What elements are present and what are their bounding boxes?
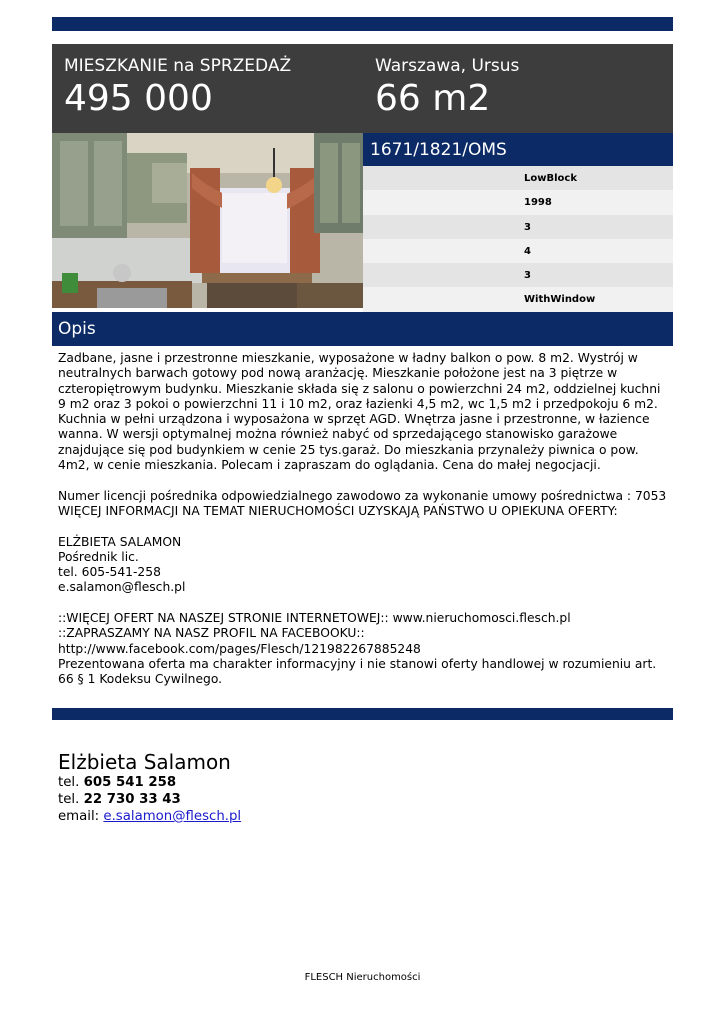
facebook-url: http://www.facebook.com/pages/Flesch/121982267885248 (58, 641, 421, 656)
description-title: Opis (58, 319, 96, 339)
param-row (363, 215, 673, 239)
price-block (64, 56, 291, 120)
disclaimer-line: Prezentowana oferta ma charakter informacyjny i nie stanowi oferty handlowej w rozumieniu art. (58, 656, 657, 671)
description-line: 9 m2 oraz 3 pokoi o powierzchni 11 i 10 m2, oraz łazienki 4,5 m2, wc 1,5 m2 i przedpokoju 6 m2. (58, 396, 658, 411)
more-info-line: WIĘCEJ INFORMACJI NA TEMAT NIERUCHOMOŚCI UZYSKAJĄ PAŃSTWO U OPIEKUNA OFERTY: (58, 503, 618, 518)
location-block (375, 56, 519, 120)
description-header (52, 312, 673, 346)
listing-header (52, 44, 673, 133)
description-line: czteropiętrowym budynku. Mieszkanie składa się z salonu o powierzchni 24 m2, oddzielnej kuchni (58, 381, 661, 396)
phone-number: 605 541 258 (83, 775, 177, 790)
description-line: neutralnych barwach gotowy pod nową aranżację. Mieszkanie położone jest na 3 piętrze w (58, 366, 618, 381)
license-line: Numer licencji pośrednika odpowiedzialnego zawodowo za wykonanie umowy pośrednictwa : 7053 (58, 488, 667, 503)
param-row (363, 190, 673, 214)
agent-phone-1 (58, 774, 241, 791)
agent-name-upper: ELŻBIETA SALAMON (58, 534, 182, 549)
kitchen-photo (52, 133, 363, 308)
listing-type: MIESZKANIE na SPRZEDAŻ (64, 56, 292, 76)
agent-contact (58, 750, 241, 825)
email-link[interactable]: e.salamon@flesch.pl (103, 809, 242, 824)
agent-phone-2 (58, 791, 241, 808)
param-value: 3 (524, 270, 531, 282)
description-body (58, 351, 668, 688)
location: Warszawa, Ursus (375, 56, 520, 76)
param-value: LowBlock (524, 173, 577, 184)
param-value: WithWindow (524, 294, 596, 306)
description-line: 4m2, w cenie mieszkania. Polecam i zapraszam do oglądania. Cena do małej negocjacji. (58, 458, 601, 473)
top-bar (52, 17, 673, 31)
tel-label: tel. (58, 775, 80, 790)
param-value: 4 (524, 245, 531, 257)
email-label: email: (58, 809, 100, 824)
agent-role: Pośrednik lic. (58, 549, 139, 564)
bottom-bar (52, 708, 673, 720)
param-value: 1998 (524, 197, 552, 209)
description-line: Zadbane, jasne i przestronne mieszkanie, wyposażone w ładny balkon o pow. 8 m2. Wystrój w (58, 351, 638, 365)
footer-brand: FLESCH Nieruchomości (304, 972, 421, 983)
param-row (363, 166, 673, 190)
website-line: ::WIĘCEJ OFERT NA NASZEJ STRONIE INTERNETOWEJ:: www.nieruchomosci.flesch.pl (58, 611, 571, 626)
agent-email-text: e.salamon@flesch.pl (58, 580, 186, 595)
agent-tel-text: tel. 605-541-258 (58, 565, 161, 580)
parameters-table (363, 166, 673, 312)
description-line: wanna. W wersji optymalnej można również nabyć od sprzedającego stanowisko garażowe (58, 427, 618, 442)
description-line: znajdujące się pod budynkiem w cenie 25 tys.garaż. Do mieszkania przynależy piwnica o pow. (58, 442, 639, 457)
area: 66 m2 (375, 78, 491, 119)
price: 495 000 (64, 78, 213, 119)
disclaimer-line: 66 § 1 Kodeksu Cywilnego. (58, 672, 223, 687)
param-row (363, 239, 673, 263)
property-photo (52, 133, 363, 308)
reference-bar (363, 133, 673, 166)
tel-label: tel. (58, 792, 80, 807)
phone-number: 22 730 33 43 (83, 792, 181, 807)
agent-email (58, 808, 241, 825)
param-row (363, 287, 673, 311)
reference-number: 1671/1821/OMS (370, 140, 507, 160)
param-row (363, 263, 673, 287)
param-value: 3 (524, 221, 531, 233)
facebook-line: ::ZAPRASZAMY NA NASZ PROFIL NA FACEBOOKU:: (58, 626, 365, 641)
agent-name: Elżbieta Salamon (58, 750, 231, 774)
description-line: Kuchnia w pełni urządzona i wyposażona w sprzęt AGD. Wnętrza jasne i przestronne, w łazience (58, 412, 650, 427)
